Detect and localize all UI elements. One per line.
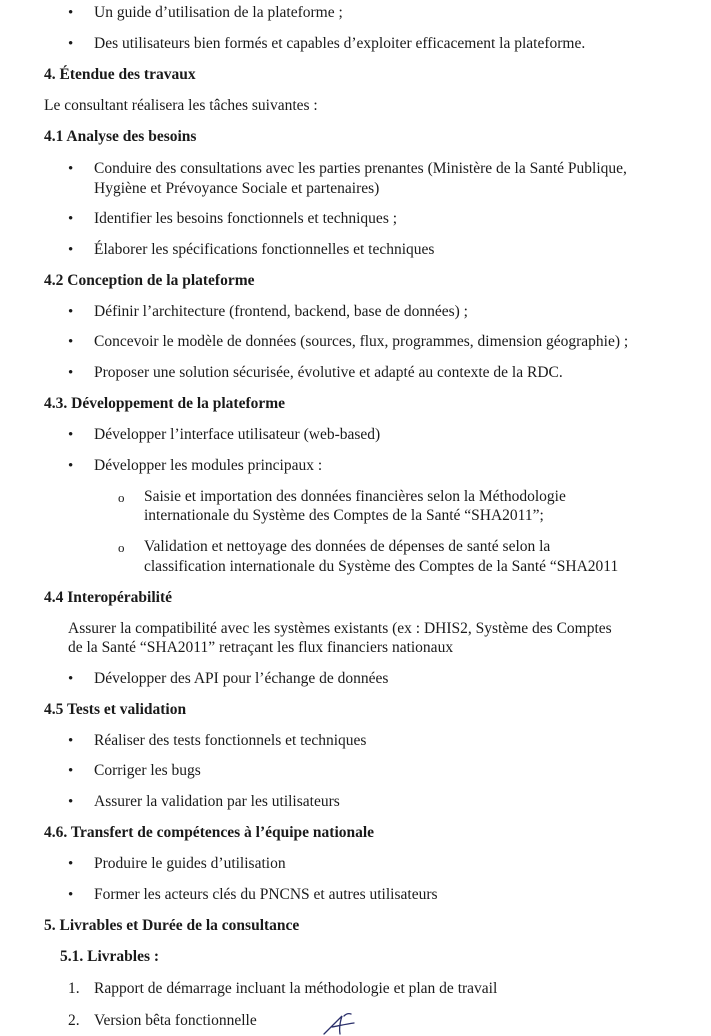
bullet-icon: • [68, 671, 74, 687]
section-4-1-heading: 4.1 Analyse des besoins [44, 128, 197, 145]
bullet-text: Développer des API pour l’échange de données [94, 670, 389, 687]
section-4-5-heading: 4.5 Tests et validation [44, 701, 187, 718]
bullet-icon: • [68, 365, 74, 381]
bullet-icon: • [68, 334, 74, 350]
bullet-icon: • [68, 242, 74, 258]
paragraph-line: de la Santé “SHA2011” retraçant les flux financiers nationaux [68, 639, 454, 656]
bullet-text: Réaliser des tests fonctionnels et techniques [94, 732, 367, 749]
bullet-text: Identifier les besoins fonctionnels et techniques ; [94, 210, 398, 227]
paragraph-line: Assurer la compatibilité avec les systèmes existants (ex : DHIS2, Système des Comptes [68, 620, 612, 637]
bullet-text: Produire le guides d’utilisation [94, 855, 286, 872]
list-item: Rapport de démarrage incluant la méthodologie et plan de travail [94, 980, 498, 997]
bullet-icon: • [68, 794, 74, 810]
sub-bullet-icon: o [118, 490, 125, 505]
bullet-text: Corriger les bugs [94, 762, 201, 779]
bullet-icon: • [68, 733, 74, 749]
bullet-text: Proposer une solution sécurisée, évolutive et adapté au contexte de la RDC. [94, 364, 563, 381]
bullet-text: Concevoir le modèle de données (sources, flux, programmes, dimension géographie) ; [94, 333, 629, 350]
bullet-icon: • [68, 458, 74, 474]
bullet-icon: • [68, 161, 74, 177]
bullet-icon: • [68, 887, 74, 903]
bullet-text: Former les acteurs clés du PNCNS et autres utilisateurs [94, 886, 438, 903]
sub-bullet-text: Validation et nettoyage des données de dépenses de santé selon la [144, 538, 551, 555]
section-5-heading: 5. Livrables et Durée de la consultance [44, 917, 300, 934]
signature-icon [318, 1012, 364, 1036]
bullet-icon: • [68, 427, 74, 443]
section-4-6-heading: 4.6. Transfert de compétences à l’équipe nationale [44, 824, 375, 841]
list-number: 1. [68, 980, 80, 997]
bullet-text: Développer les modules principaux : [94, 457, 323, 474]
bullet-text: Un guide d’utilisation de la plateforme ; [94, 4, 343, 21]
sub-bullet-icon: o [118, 540, 125, 555]
sub-bullet-text-continued: classification internationale du Système des Comptes de la Santé “SHA2011 [144, 558, 619, 575]
bullet-text-continued: Hygiène et Prévoyance Sociale et partenaires) [94, 180, 380, 197]
bullet-text: Élaborer les spécifications fonctionnelles et techniques [94, 241, 435, 258]
section-4-2-heading: 4.2 Conception de la plateforme [44, 272, 255, 289]
bullet-text: Définir l’architecture (frontend, backend, base de données) ; [94, 303, 468, 320]
bullet-text: Conduire des consultations avec les parties prenantes (Ministère de la Santé Publique, [94, 160, 627, 177]
bullet-icon: • [68, 36, 74, 52]
bullet-icon: • [68, 856, 74, 872]
sub-bullet-text-continued: internationale du Système des Comptes de la Santé “SHA2011”; [144, 507, 544, 524]
section-4-heading: 4. Étendue des travaux [44, 66, 196, 83]
bullet-icon: • [68, 5, 74, 21]
sub-bullet-text: Saisie et importation des données financières selon la Méthodologie [144, 488, 566, 505]
bullet-text: Assurer la validation par les utilisateurs [94, 793, 340, 810]
section-4-3-heading: 4.3. Développement de la plateforme [44, 395, 286, 412]
bullet-icon: • [68, 211, 74, 227]
bullet-icon: • [68, 304, 74, 320]
list-number: 2. [68, 1012, 80, 1029]
bullet-text: Des utilisateurs bien formés et capables d’exploiter efficacement la plateforme. [94, 35, 586, 52]
bullet-text: Développer l’interface utilisateur (web-based) [94, 426, 381, 443]
section-4-4-heading: 4.4 Interopérabilité [44, 589, 173, 606]
list-item: Version bêta fonctionnelle [94, 1012, 257, 1029]
section-4-intro: Le consultant réalisera les tâches suivantes : [44, 97, 318, 114]
bullet-icon: • [68, 763, 74, 779]
section-5-1-heading: 5.1. Livrables : [60, 948, 160, 965]
